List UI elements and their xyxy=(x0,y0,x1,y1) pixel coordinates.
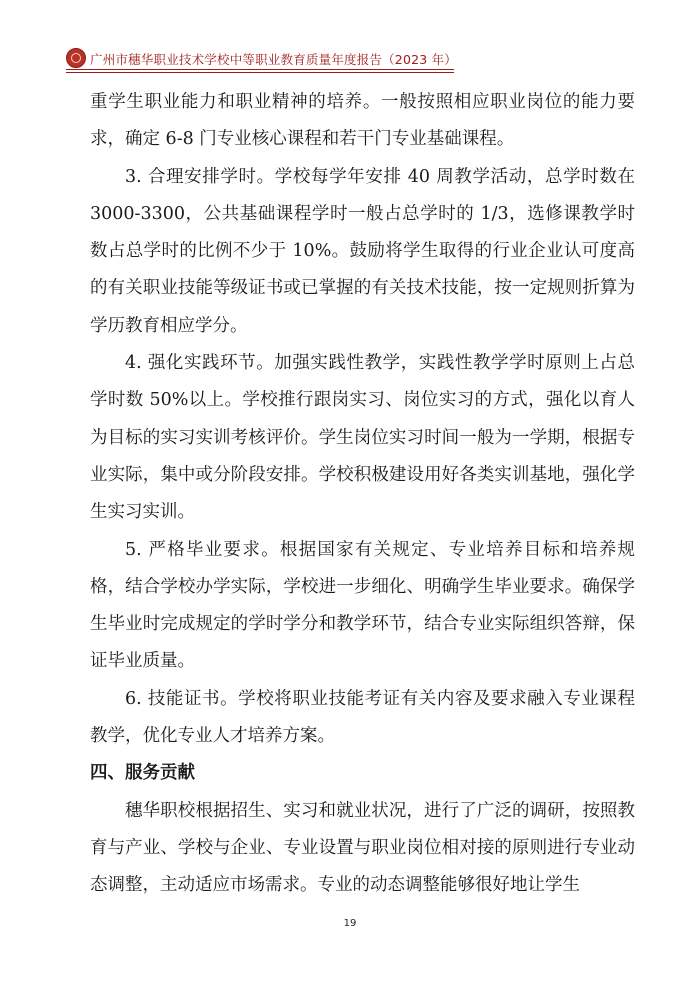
header-rule-thin xyxy=(66,72,454,73)
paragraph-closing: 穗华职校根据招生、实习和就业状况，进行了广泛的调研，按照教育与产业、学校与企业、专业设置与职业岗位相对接的原则进行专业动态调整，主动适应市场需求。专业的动态调整能够很好地让学生 xyxy=(90,800,635,896)
school-seal-icon xyxy=(66,48,86,68)
page-header xyxy=(66,46,466,72)
section-heading: 四、服务贡献 xyxy=(90,763,195,784)
paragraph-item-3: 3. 合理安排学时。学校每学年安排 40 周教学活动，总学时数在 3000-3300，公共基础课程学时一般占总学时的 1/3，选修课教学时数占总学时的比例不少于 10%。鼓励将学生取得的行业企业认可度高的有关职业技能等级证书或已掌握的有关技术技能，按一定规则折算为学历教育相应学分。 xyxy=(90,166,635,336)
paragraph-item-6: 6. 技能证书。学校将职业技能考证有关内容及要求融入专业课程教学，优化专业人才培养方案。 xyxy=(90,688,635,747)
header-rule xyxy=(66,69,454,70)
paragraph-continuation: 重学生职业能力和职业精神的培养。一般按照相应职业岗位的能力要求，确定 6-8 门专业核心课程和若干门专业基础课程。 xyxy=(90,92,635,150)
page-number: 19 xyxy=(343,918,357,929)
header-title: 广州市穗华职业技术学校中等职业教育质量年度报告（2023 年） xyxy=(90,52,457,67)
paragraph-item-5: 5. 严格毕业要求。根据国家有关规定、专业培养目标和培养规格，结合学校办学实际，学校进一步细化、明确学生毕业要求。确保学生毕业时完成规定的学时学分和教学环节，结合专业实际组织答辩，保证毕业质量。 xyxy=(90,539,635,672)
paragraph-item-4: 4. 强化实践环节。加强实践性教学，实践性教学学时原则上占总学时数 50%以上。学校推行跟岗实习、岗位实习的方式，强化以育人为目标的实习实训考核评价。学生岗位实习时间一般为一学期，根据专业实际，集中或分阶段安排。学校积极建设用好各类实训基地，强化学生实习实训。 xyxy=(90,353,635,523)
document-body xyxy=(90,84,635,905)
